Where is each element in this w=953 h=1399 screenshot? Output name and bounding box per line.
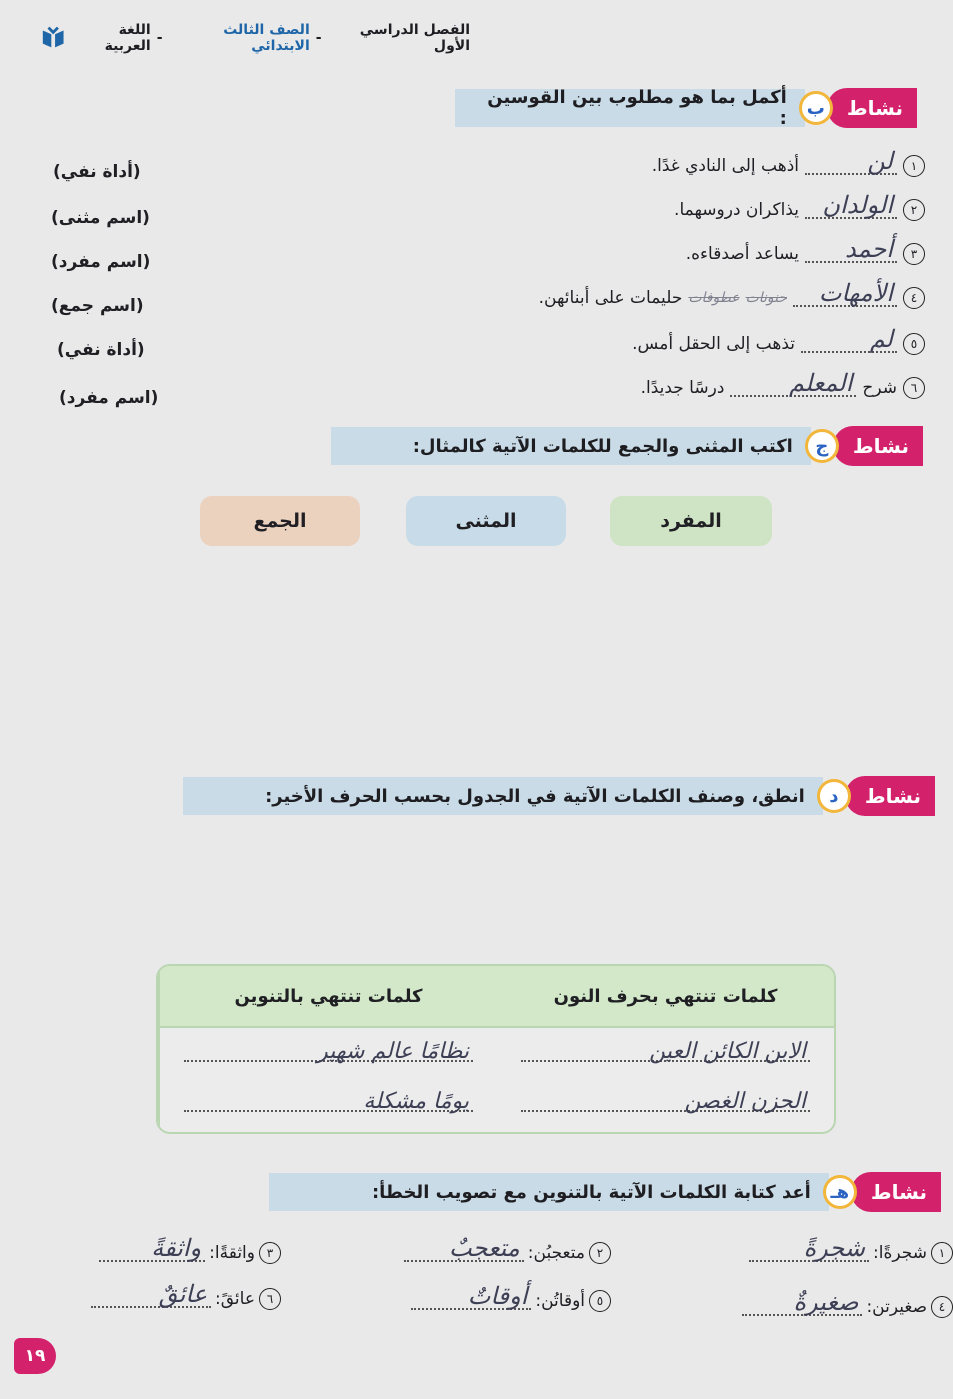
tanween-answer-cell[interactable]: نظامًا عالم شهير <box>158 1028 497 1076</box>
list-item: ٤ صغيرتن: صغيرةٌ <box>742 1296 953 1318</box>
list-item: ٢ متعجبُن: متعجبٌ <box>404 1242 611 1264</box>
hint-text: (أداة نفي) <box>53 162 141 182</box>
column-plural: الجمع <box>200 496 360 546</box>
activity-b-banner <box>455 86 917 130</box>
hint-text: (اسم مفرد) <box>51 252 151 272</box>
list-item: ٣ أحمد يساعد أصدقاءه. <box>686 238 925 270</box>
noon-answer-cell[interactable]: الحزن الغصن <box>497 1076 834 1126</box>
list-item: ١ لن أذهب إلى النادي غدًا. <box>652 150 925 182</box>
activity-badge: نشاط <box>851 1172 941 1212</box>
noon-column-header: كلمات تنتهي بحرف النون <box>553 985 778 1007</box>
column-singular: المفرد <box>610 496 772 546</box>
activity-badge: نشاط <box>827 88 917 128</box>
list-item: ١ شجرةًا: شجرةً <box>749 1242 953 1264</box>
noon-answer-cell[interactable]: الابن الكائن العين <box>497 1028 834 1076</box>
list-item: ٦ عائقً: عائقٌ <box>91 1288 281 1310</box>
list-item: ٤ الأمهات حنونات عطوفات حليمات على أبنائهن. <box>539 282 925 314</box>
book-logo-icon <box>40 24 66 52</box>
activity-title: أعد كتابة الكلمات الآتية بالتنوين مع تصويب الخطأ: <box>269 1173 829 1211</box>
answer-blank[interactable]: واثقةً <box>99 1244 205 1262</box>
list-item: ٣ واثقةًا: واثقةً <box>99 1242 281 1264</box>
activity-h-banner <box>269 1170 941 1214</box>
header-grade: الصف الثالث الابتدائي <box>223 22 310 54</box>
answer-blank[interactable]: أحمد <box>805 245 897 263</box>
activity-badge: نشاط <box>845 776 935 816</box>
activity-letter: ج <box>805 429 839 463</box>
answer-blank[interactable]: لن <box>805 157 897 175</box>
tanween-column-header: كلمات تنتهي بالتنوين <box>158 966 497 1026</box>
hint-text: (اسم جمع) <box>51 296 144 316</box>
hint-text: (اسم مثنى) <box>51 208 150 228</box>
activity-d-banner <box>183 774 935 818</box>
tanween-answer-cell[interactable]: يومًا مشكلة <box>158 1076 497 1126</box>
answer-blank[interactable]: أوقاتٌ <box>411 1292 531 1310</box>
activity-badge: نشاط <box>833 426 923 466</box>
answer-blank[interactable]: الأمهات <box>793 289 897 307</box>
list-item: ٥ أوقاتُن: أوقاتٌ <box>411 1290 611 1312</box>
list-item: ٢ الولدان يذاكران دروسهما. <box>674 194 925 226</box>
activity-title: اكتب المثنى والجمع للكلمات الآتية كالمثال: <box>331 427 811 465</box>
answer-blank[interactable]: متعجبٌ <box>404 1244 524 1262</box>
answer-blank[interactable]: المعلم <box>730 379 856 397</box>
table-row <box>158 1026 834 1076</box>
activity-j-banner <box>331 424 923 468</box>
page-header: الفصل الدراسي الأول - الصف الثالث الابتدائي - اللغة العربية <box>40 22 470 54</box>
column-dual: المثنى <box>406 496 566 546</box>
activity-letter: هـ <box>823 1175 857 1209</box>
list-item: ٦ شرح المعلم درسًا جديدًا. <box>641 372 925 404</box>
page-number: ١٩ <box>14 1338 56 1374</box>
classification-table <box>156 964 836 1134</box>
table-row <box>158 1076 834 1126</box>
header-subject: اللغة العربية <box>104 22 151 54</box>
header-term: الفصل الدراسي الأول <box>359 22 470 54</box>
answer-blank[interactable]: لم <box>801 335 897 353</box>
answer-blank[interactable]: عائقٌ <box>91 1290 211 1308</box>
list-item: ٥ لم تذهب إلى الحقل أمس. <box>632 328 925 360</box>
activity-letter: ب <box>799 91 833 125</box>
answer-blank[interactable]: صغيرةٌ <box>742 1298 862 1316</box>
activity-title: أكمل بما هو مطلوب بين القوسين : <box>455 89 805 127</box>
hint-text: (اسم مفرد) <box>59 388 159 408</box>
activity-title: انطق، وصنف الكلمات الآتية في الجدول بحسب الحرف الأخير: <box>183 777 823 815</box>
answer-blank[interactable]: شجرةً <box>749 1244 869 1262</box>
answer-blank[interactable]: الولدان <box>805 201 897 219</box>
hint-text: (أداة نفي) <box>57 340 145 360</box>
activity-letter: د <box>817 779 851 813</box>
